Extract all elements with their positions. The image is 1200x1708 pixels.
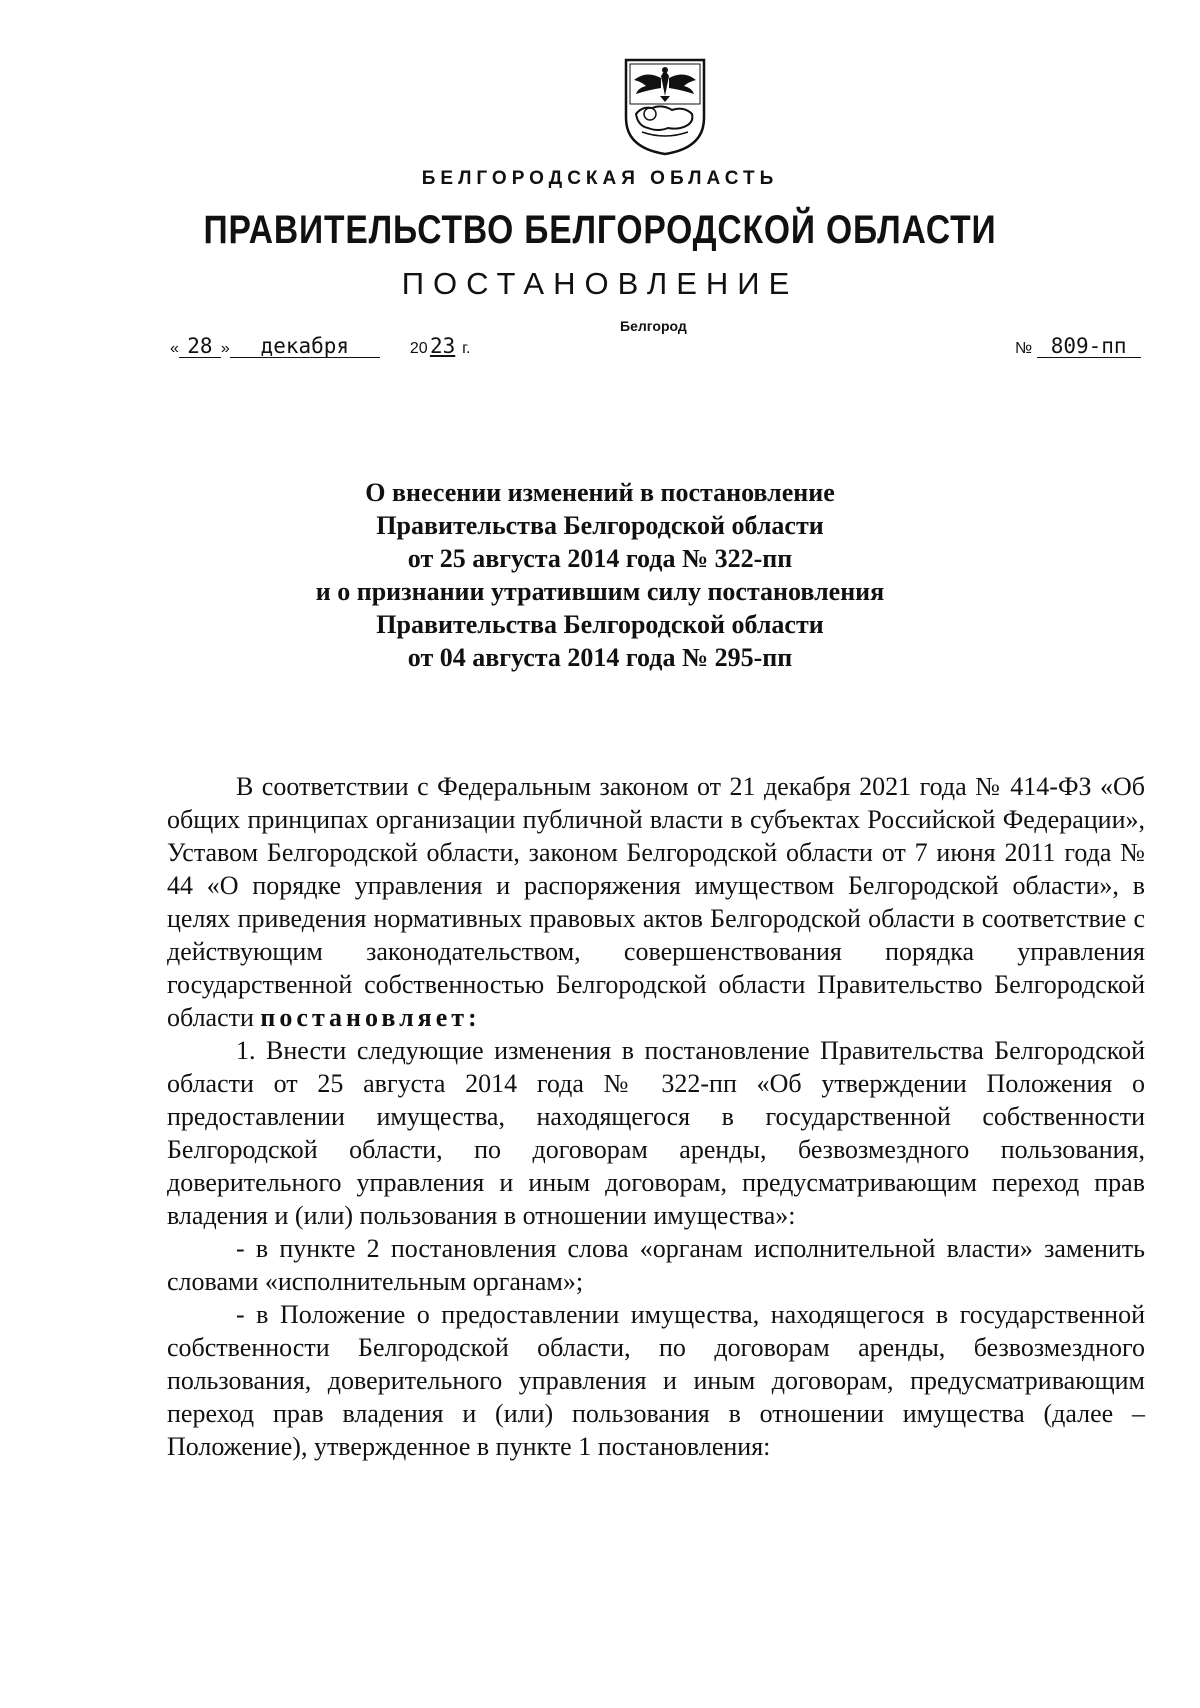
year-suffix: 23 <box>429 334 456 358</box>
title-line: от 25 августа 2014 года № 322-пп <box>407 544 793 573</box>
preamble-paragraph <box>167 770 1145 1034</box>
open-quote: « <box>170 340 179 357</box>
government-name: ПРАВИТЕЛЬСТВО БЕЛГОРОДСКОЙ ОБЛАСТИ <box>203 208 997 252</box>
title-line: Правительства Белгородской области <box>376 610 824 639</box>
document-number <box>1015 335 1141 358</box>
body-paragraph: 1. Внести следующие изменения в постановление Правительства Белгородской области от 25 августа 2014 года № 322-пп «Об утверждении Положения о предоставлении имущества, находящегося в государственной собственности Белгородской области, по договорам аренды, безвозмездного пользования, доверительного управления и иным договорам, предусматривающим переход прав владения и (или) пользования в отношении имущества»: <box>167 1036 1145 1230</box>
coat-of-arms-emblem <box>622 56 708 156</box>
year-prefix: 20 <box>409 340 428 357</box>
number-value: 809-пп <box>1037 335 1141 358</box>
title-line: О внесении изменений в постановление <box>365 478 835 507</box>
title-line: от 04 августа 2014 года № 295-пп <box>407 643 793 672</box>
document-title <box>200 476 1000 674</box>
region-name: БЕЛГОРОДСКАЯ ОБЛАСТЬ <box>421 168 779 189</box>
body-paragraph: - в пункте 2 постановления слова «органам исполнительной власти» заменить словами «исполнительным органам»; <box>167 1234 1145 1296</box>
close-quote: » <box>220 340 230 357</box>
date-line <box>170 335 470 358</box>
title-line: и о признании утратившим силу постановления <box>315 577 885 606</box>
number-label: № <box>1015 340 1033 357</box>
title-line: Правительства Белгородской области <box>376 511 824 540</box>
date-day: 28 <box>179 335 221 358</box>
date-month: декабря <box>230 335 380 358</box>
preamble-text: В соответствии с Федеральным законом от 21 декабря 2021 года № 414-ФЗ «Об общих принципах организации публичной власти в субъектах Российской Федерации», Уставом Белгородской области, законом Белгородской области от 7 июня 2011 года № 44 «О порядке управления и распоряжения имуществом Белгородской области», в целях приведения нормативных правовых актов Белгородской области в соответствие с действующим законодательством, совершенствования порядка управления государственной собственностью Белгородской области Правительство Белгородской области <box>167 772 1145 1032</box>
year-abbr: г. <box>462 340 471 357</box>
document-type: ПОСТАНОВЛЕНИЕ <box>401 266 799 301</box>
document-body <box>167 770 1145 1463</box>
city-name: Белгород <box>620 318 687 334</box>
decree-verb: постановляет: <box>260 1003 481 1032</box>
body-paragraph: - в Положение о предоставлении имущества, находящегося в государственной собственности Белгородской области, по договорам аренды, безвозмездного пользования, доверительного управления и иным договорам, предусматривающим переход прав владения и (или) пользования в отношении имущества (далее – Положение), утвержденное в пункте 1 постановления: <box>167 1300 1145 1461</box>
